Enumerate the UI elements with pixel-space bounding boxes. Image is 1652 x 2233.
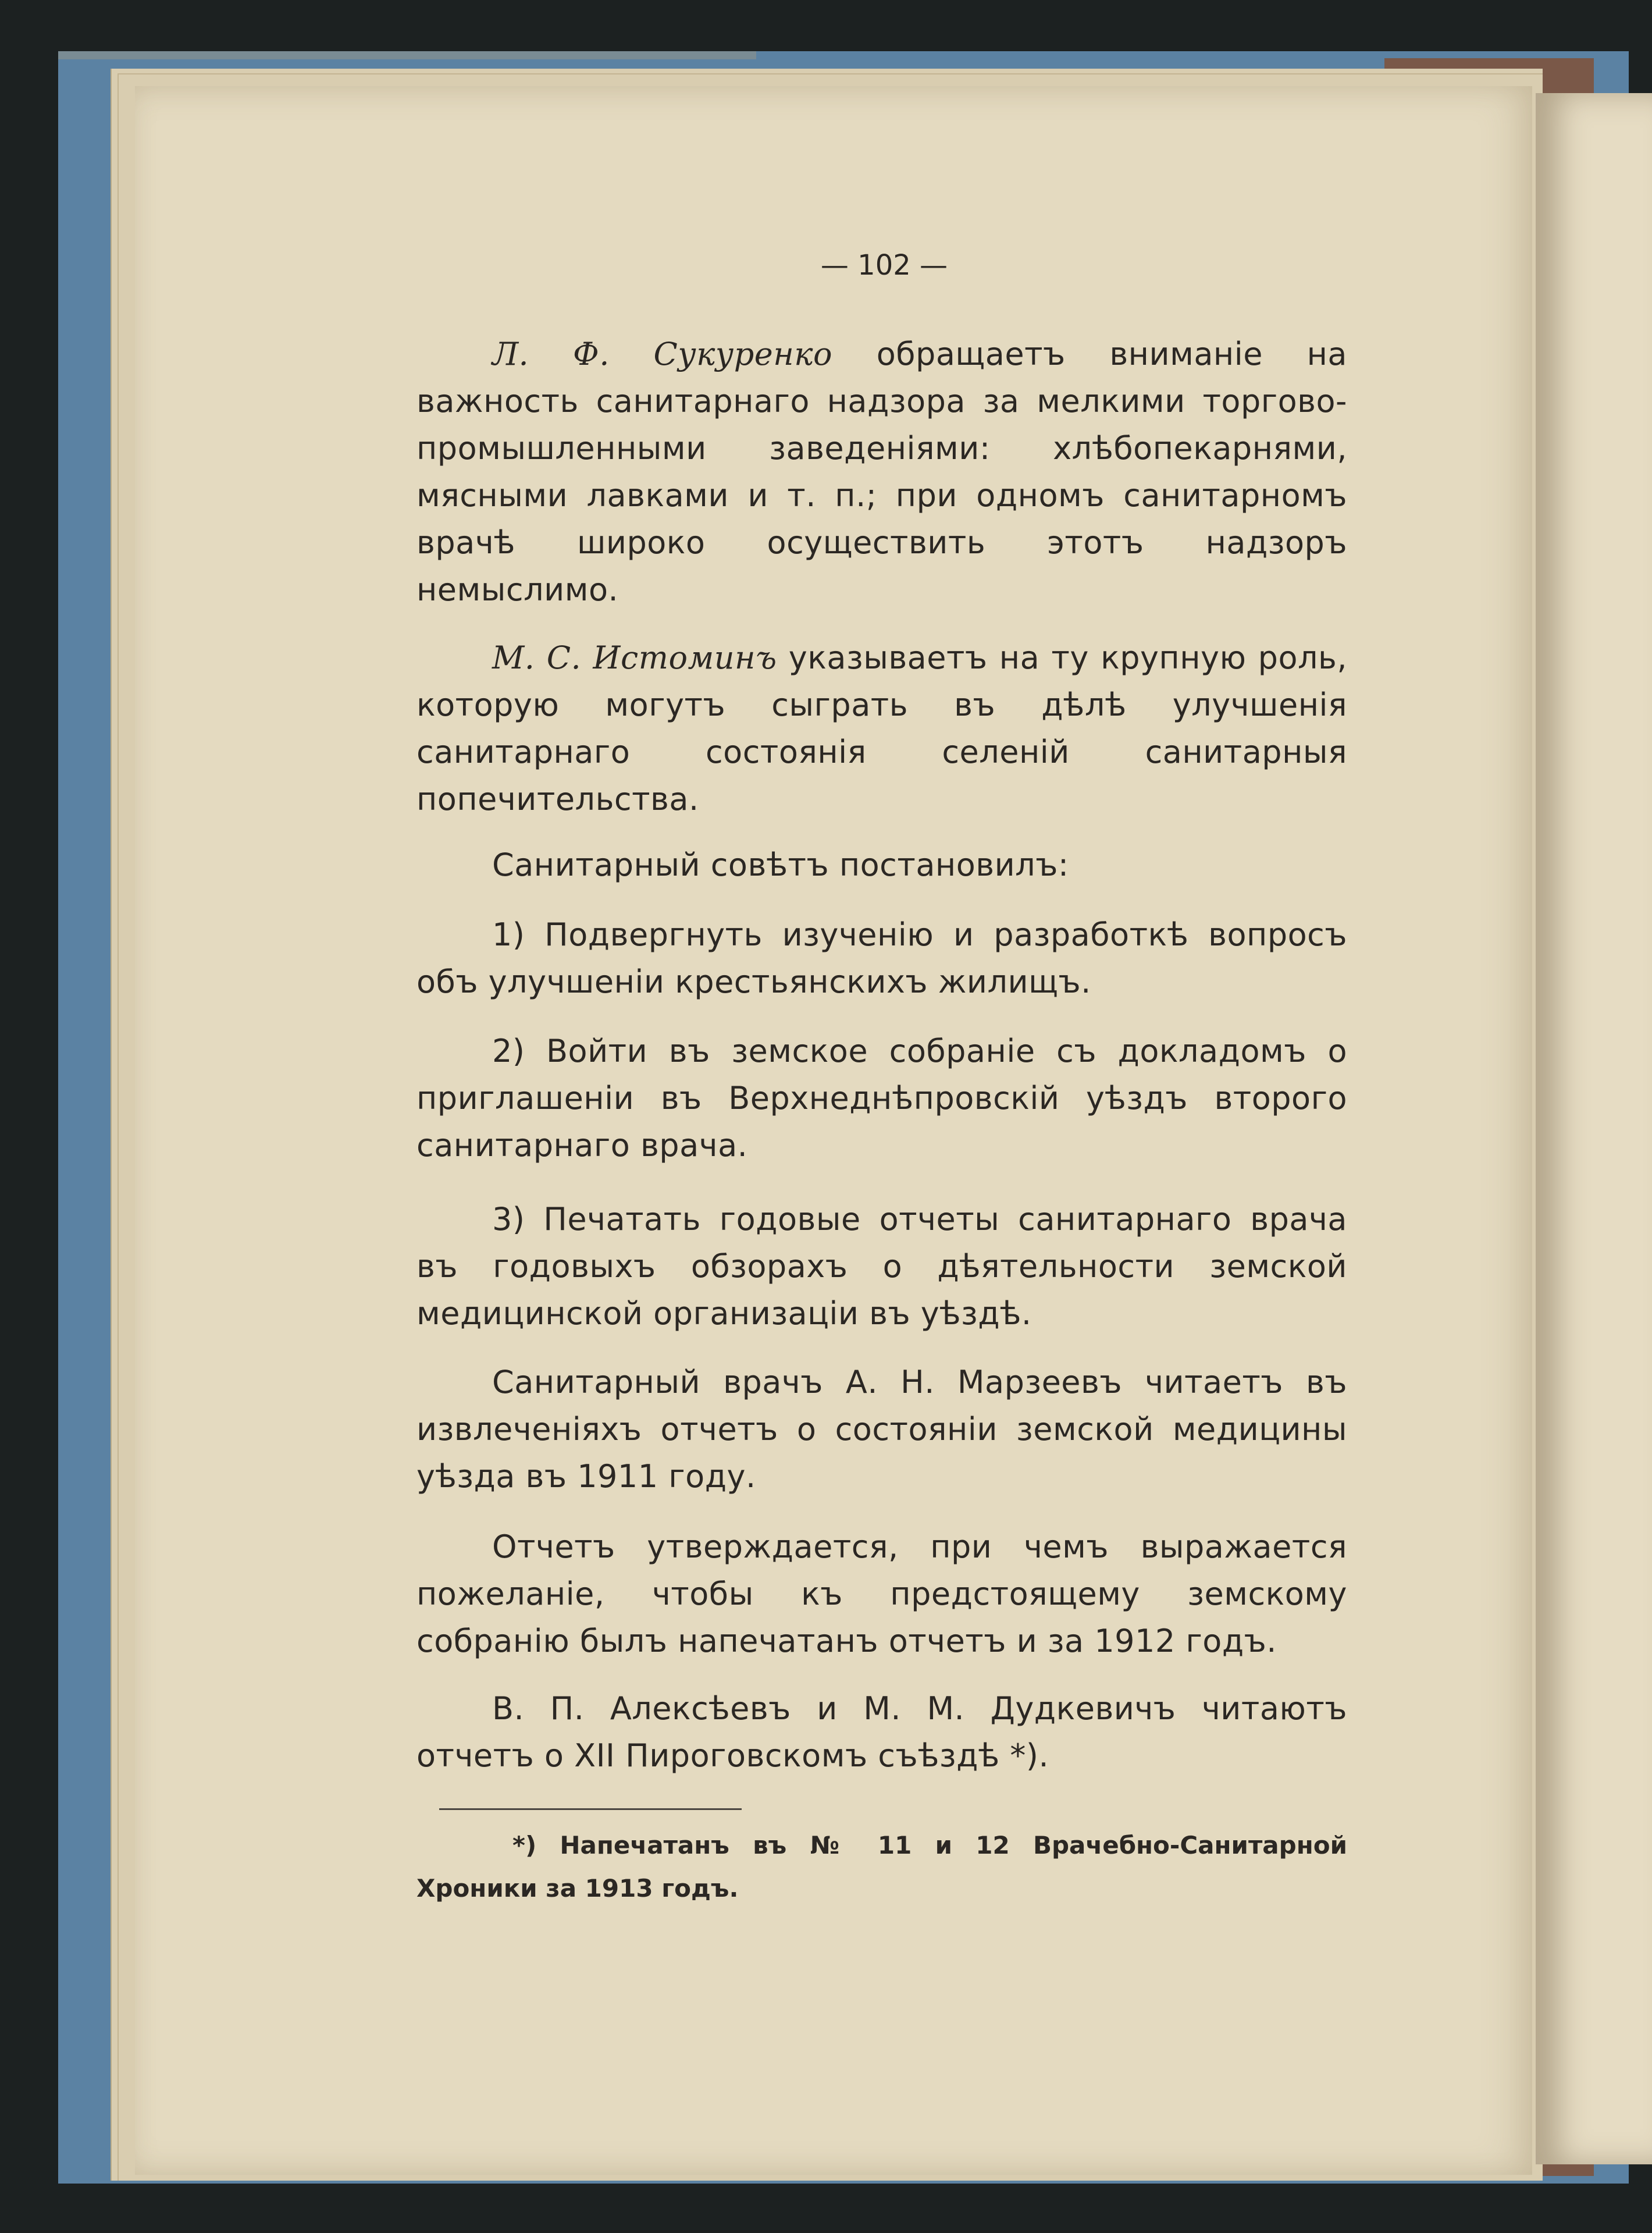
speaker-name: М. С. Истоминъ [492,639,777,676]
paragraph-text: указываетъ на ту крупную роль, которую могутъ сыграть въ дѣлѣ улучшенія санитарнаго состоянія селеній санитарныя попечительства. [416,639,1348,817]
paragraph-text: обращаетъ вниманіе на важность санитарнаго надзора за мелкими торгово-промышленными заведеніями: хлѣбопекарнями, мясными лавками и т. п.; при одномъ санитарномъ врачѣ широко осуществить этотъ надзоръ немыслимо. [416,336,1347,608]
speaker-name: Л. Ф. Сукуренко [492,336,833,372]
paragraph-resolution-intro: Санитарный совѣтъ постановилъ: [492,847,1069,883]
paragraph-marzeev: Санитарный врачъ А. Н. Марзеевъ читаетъ въ извлеченіяхъ отчетъ о состояніи земской медицины уѣзда въ 1911 году. [416,1364,1347,1495]
footnote: *) Напечатанъ въ № 11 и 12 Врачебно-Санитарной Хроники за 1913 годъ. [416,1831,1347,1903]
paragraph-report-approved: Отчетъ утверждается, при чемъ выражается пожеланіе, чтобы къ предстоящему земскому собранію былъ напечатанъ отчетъ и за 1912 годъ. [416,1528,1347,1659]
paragraph-resolution-2: 2) Войти въ земское собраніе съ докладомъ о приглашеніи въ Верхнеднѣпровскій уѣздъ второго санитарнаго врача. [416,1033,1347,1164]
paragraph-resolution-1: 1) Подвергнуть изученію и разработкѣ вопросъ объ улучшеніи крестьянскихъ жилищъ. [416,916,1347,1000]
page-number: — 102 — [820,249,948,282]
facing-page-edge [1536,93,1652,2164]
footnote-rule [439,1808,742,1810]
paragraph-istomin [416,634,1347,823]
paragraph-alekseev-dudkevich: В. П. Алексѣевъ и М. М. Дудкевичъ читаютъ отчетъ о XII Пироговскомъ съѣздѣ *). [416,1690,1347,1774]
cover-edge [58,51,756,59]
paragraph-sukurenko [416,330,1347,613]
paragraph-resolution-3: 3) Печатать годовые отчеты санитарнаго врача въ годовыхъ обзорахъ о дѣятельности земской медицинской организаціи въ уѣздѣ. [416,1201,1347,1332]
